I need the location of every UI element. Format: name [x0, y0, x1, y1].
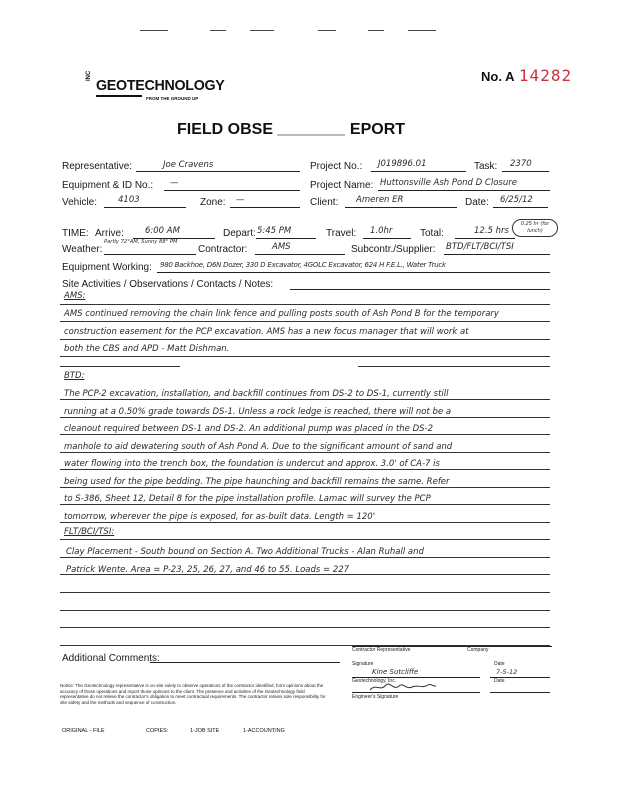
project-name-line	[378, 190, 550, 191]
company-logo	[86, 70, 262, 111]
contractor-rep-label: Contractor Representative	[352, 647, 411, 653]
ams-line: both the CBS and APD - Matt Dishman.	[64, 344, 230, 354]
original-file: ORIGINAL - FILE	[62, 728, 105, 734]
weather-label: Weather:	[62, 244, 103, 255]
contractor-line	[255, 254, 345, 255]
additional-comments-label: Additional Comments:	[62, 653, 160, 664]
title-right: EPORT	[349, 121, 406, 138]
total-value: 12.5 hrs	[474, 226, 509, 236]
notice-text: Notice: The Geotechnology representative is on site solely to observe operations of the contractor identified, form opinions about the accuracy of those operations and report those opinions to the client. The presence and activities of the Geotechnology field representative do not relieve the contractor's obligation to meet contractual requirements. The contractor retains sole responsibility for site safety and the methods and sequence of construction.	[60, 683, 326, 705]
contractor-value: AMS	[272, 242, 291, 252]
client-line	[345, 207, 457, 208]
depart-line	[256, 238, 316, 239]
equipment-working-line	[157, 272, 550, 273]
form-number-label: No. A	[481, 69, 515, 84]
equipment-working-value: 980 Backhoe, D6N Dozer, 330 D Excavator, 4GOLC Excavator, 624 H F.E.L., Water Truck	[160, 261, 446, 269]
depart-value: 5:45 PM	[257, 226, 292, 236]
logo-tagline: FROM THE GROUND UP	[146, 96, 199, 101]
btd-line: tomorrow, wherever the pipe is exposed, for as-built data. Length = 120'	[64, 511, 376, 522]
copy-job-site: 1-JOB SITE	[190, 728, 220, 734]
date-label: Date:	[465, 197, 489, 208]
title-scan-gap	[277, 124, 345, 136]
time-label: TIME:	[62, 228, 89, 239]
total-note: 0.25 hr (for lunch)	[512, 219, 558, 237]
travel-line	[363, 238, 411, 239]
btd-line: cleanout required between DS-1 and DS-2. An additional pump was placed in the DS-2	[64, 424, 434, 434]
btd-line: The PCP-2 excavation, installation, and backfill continues from DS-2 to DS-1, currently still	[64, 389, 449, 399]
project-no-value: J019896.01	[378, 159, 427, 169]
logo-bar-icon	[96, 95, 142, 97]
logo-side-text: INC	[86, 70, 92, 81]
flt-heading: FLT/BCI/TSI:	[64, 527, 115, 537]
equipment-label: Equipment & ID No.:	[62, 180, 154, 191]
site-activities-line	[290, 289, 550, 290]
arrive-value: 6:00 AM	[145, 226, 180, 236]
date-line	[493, 207, 548, 208]
subcontr-value: BTD/FLT/BCI/TSI	[446, 242, 514, 252]
geotech-label: Geotechnology, Inc.	[352, 678, 397, 684]
btd-line: water flowing into the trench box, the foundation is undercut and approx. 3.0' of CA-7 is	[64, 459, 440, 469]
engineer-signature-line	[352, 692, 480, 693]
flt-notes	[66, 544, 556, 579]
weather-line	[104, 254, 196, 255]
flt-line: Clay Placement - South bound on Section A. Two Additional Trucks - Alan Ruhall and	[66, 547, 424, 557]
ams-heading: AMS:	[64, 291, 86, 301]
project-name-label: Project Name:	[310, 180, 374, 191]
depart-label: Depart:	[223, 228, 256, 239]
engineer-signature-label: Engineer's Signature	[352, 694, 399, 700]
representative-line	[136, 171, 300, 172]
signature-label: Signature	[352, 661, 374, 667]
page-title	[177, 121, 405, 139]
ams-line: AMS continued removing the chain link fence and pulling posts south of Ash Pond B for the temporary	[64, 309, 499, 319]
copies-label: COPIES:	[146, 728, 169, 734]
representative-value: Joe Cravens	[163, 160, 214, 170]
equipment-value: —	[170, 178, 179, 188]
equipment-working-label: Equipment Working:	[62, 262, 152, 273]
btd-line: to S-386, Sheet 12, Detail 8 for the pipe installation profile. Lamac will survey the PCP	[64, 494, 431, 504]
ams-line: construction easement for the PCP excavation. AMS has a new focus manager that will work at	[64, 326, 469, 337]
date-value: 6/25/12	[500, 195, 533, 205]
project-no-label: Project No.:	[310, 161, 363, 172]
form-number-value: 14282	[518, 66, 573, 85]
scan-mark-top	[140, 30, 470, 32]
total-label: Total:	[420, 228, 444, 239]
total-line	[455, 238, 515, 239]
company-name: GEOTECHNOLOGY	[96, 77, 225, 94]
subcontr-label: Subcontr./Supplier:	[351, 244, 436, 255]
contractor-label: Contractor:	[198, 244, 248, 255]
client-value: Ameren ER	[356, 195, 404, 205]
date-label-1: Date	[494, 661, 505, 667]
btd-line: manhole to aid dewatering south of Ash Pond A. Due to the significant amount of sand and	[64, 441, 453, 452]
btd-line: running at a 0.50% grade towards DS-1. Unless a rock ledge is reached, there will not be a	[64, 406, 452, 417]
additional-comments-line	[150, 662, 340, 663]
travel-label: Travel:	[326, 228, 357, 239]
flt-line: Patrick Wente. Area = P-23, 25, 26, 27, and 46 to 55. Loads = 227	[66, 564, 350, 575]
representative-label: Representative:	[62, 161, 133, 172]
site-activities-label: Site Activities / Observations / Contacts / Notes:	[62, 279, 274, 290]
btd-heading: BTD:	[64, 371, 85, 381]
project-name-value: Huttonsville Ash Pond D Closure	[380, 178, 517, 188]
company-label: Company	[467, 647, 489, 653]
btd-notes	[64, 386, 554, 526]
signature-name: Kine Sutcliffe	[372, 668, 419, 676]
equipment-line	[164, 190, 300, 191]
project-no-line	[371, 171, 466, 172]
zone-label: Zone:	[200, 197, 226, 208]
btd-line: being used for the pipe bedding. The pipe haunching and backfill remains the same. Refer	[64, 476, 450, 487]
date-2-line	[490, 692, 550, 693]
title-left: FIELD OBSE	[177, 121, 274, 138]
task-value: 2370	[510, 159, 532, 169]
date-label-2: Date	[494, 678, 505, 684]
task-line	[502, 171, 549, 172]
zone-line	[230, 207, 300, 208]
vehicle-line	[104, 207, 186, 208]
arrive-label: Arrive:	[95, 228, 124, 239]
travel-value: 1.0hr	[370, 226, 393, 236]
subcontr-line	[444, 254, 550, 255]
date-1-value: 7-5-12	[496, 668, 518, 676]
form-number	[481, 66, 572, 86]
weather-value: Partly 72°AM, Sunny 88° PM	[104, 239, 178, 245]
ams-notes	[64, 306, 554, 359]
zone-value: —	[236, 195, 245, 205]
vehicle-value: 4103	[118, 195, 140, 205]
task-label: Task:	[474, 161, 498, 172]
client-label: Client:	[310, 197, 339, 208]
vehicle-label: Vehicle:	[62, 197, 98, 208]
copy-accounting: 1-ACCOUNTING	[243, 728, 285, 734]
